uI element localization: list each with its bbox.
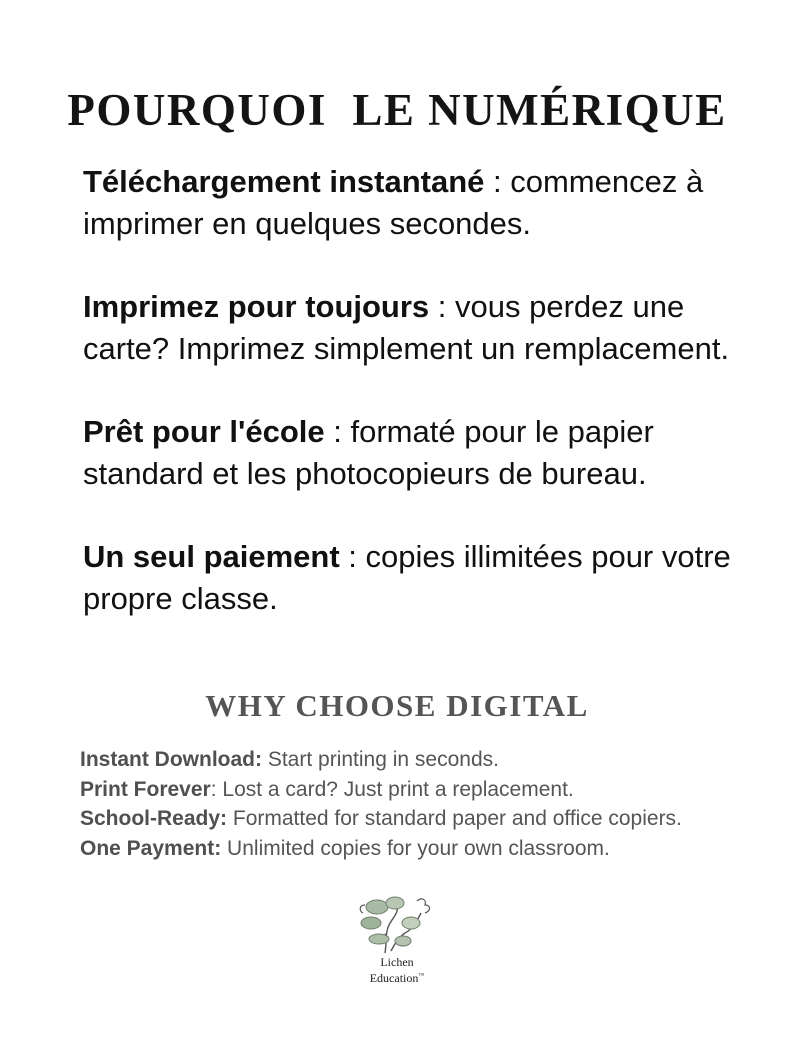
french-benefit-item bbox=[83, 286, 743, 370]
brand-name bbox=[347, 955, 447, 985]
trademark-symbol: ™ bbox=[418, 973, 425, 979]
benefit-text: : Lost a card? Just print a replacement. bbox=[210, 777, 574, 801]
french-benefits-list bbox=[83, 161, 743, 661]
english-benefit-item bbox=[80, 804, 720, 834]
brand-logo bbox=[347, 893, 447, 1003]
benefit-label: Prêt pour l'école bbox=[83, 414, 325, 449]
benefit-label: School-Ready: bbox=[80, 807, 228, 830]
french-benefit-item bbox=[83, 536, 743, 620]
brand-line-1: Lichen bbox=[380, 955, 414, 969]
benefit-label: Print Forever bbox=[80, 777, 211, 801]
english-title: WHY CHOOSE DIGITAL bbox=[205, 688, 589, 723]
benefit-label: One Payment: bbox=[80, 836, 222, 860]
brand-line-2-text: Education bbox=[369, 971, 419, 985]
english-benefit-item bbox=[80, 834, 720, 864]
french-title: POURQUOI LE NUMÉRIQUE bbox=[67, 85, 727, 135]
brand-line-2 bbox=[347, 969, 447, 985]
benefit-text: Start printing in seconds. bbox=[262, 748, 499, 771]
benefit-label: Instant Download: bbox=[80, 748, 262, 771]
benefit-text: Formatted for standard paper and office copiers. bbox=[227, 807, 682, 830]
benefit-label: Un seul paiement bbox=[83, 539, 340, 574]
english-benefit-item bbox=[80, 775, 720, 805]
benefit-text: : formaté pour le papier standard et les photocopieurs de bureau. bbox=[83, 414, 654, 491]
english-benefit-item bbox=[80, 745, 720, 775]
lichen-icon bbox=[355, 893, 439, 955]
benefit-text: Unlimited copies for your own classroom. bbox=[221, 836, 610, 860]
english-benefits-list bbox=[80, 745, 720, 863]
benefit-label: Téléchargement instantané bbox=[83, 164, 485, 199]
benefit-text: : commencez à imprimer en quelques secondes. bbox=[83, 164, 704, 241]
benefit-label: Imprimez pour toujours bbox=[83, 289, 430, 324]
french-benefit-item bbox=[83, 161, 743, 245]
benefit-text: : vous perdez une carte? Imprimez simplement un remplacement. bbox=[83, 289, 730, 366]
french-benefit-item bbox=[83, 411, 743, 495]
benefit-text: : copies illimitées pour votre propre classe. bbox=[83, 539, 731, 616]
